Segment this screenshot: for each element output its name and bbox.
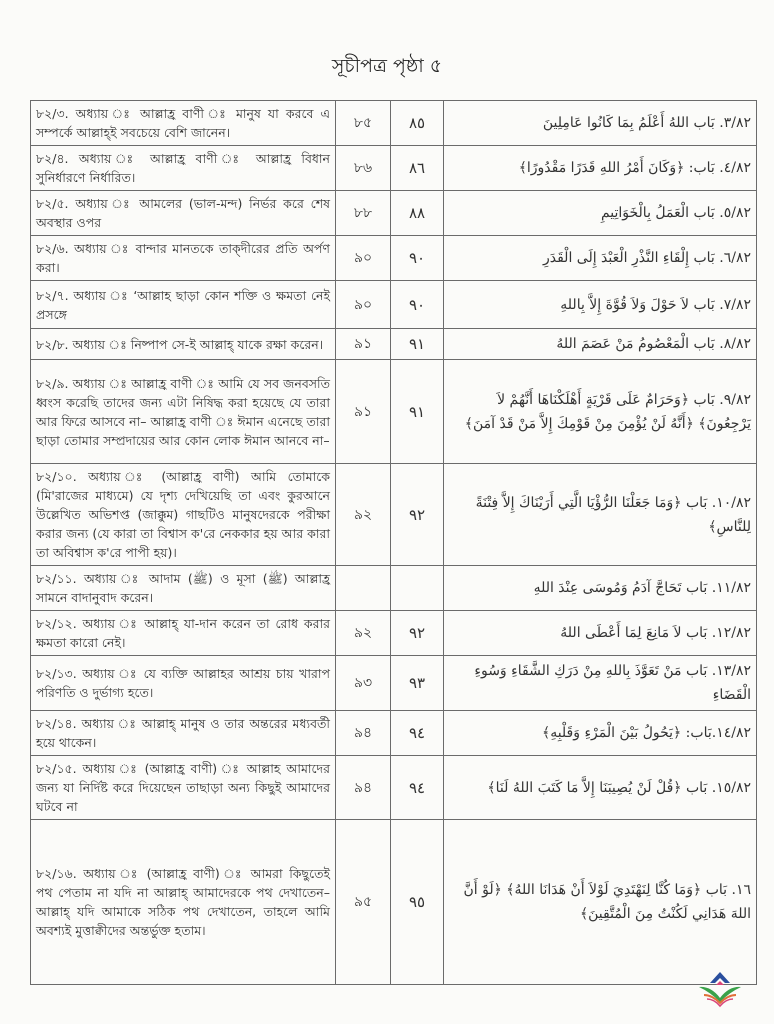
chapter-title-bengali: ৮২/১৫. অধ্যায় ঃ (আল্লাহ্র বাণী) ঃ আল্লাহ আমাদের জন্য যা নির্দিষ্ট করে দিয়েছেন তাছাড়া অন্য কিছুই আমাদের ঘটবে না <box>31 756 336 820</box>
chapter-title-bengali: ৮২/৫. অধ্যায় ঃ আমলের (ভাল-মন্দ) নির্ভর করে শেষ অবস্থার ওপর <box>31 191 336 236</box>
chapter-title-bengali: ৮২/৩. অধ্যায় ঃ আল্লাহ্র বাণী ঃ মানুষ যা করবে এ সম্পর্কে আল্লাহ্ই সবচেয়ে বেশি জানেন। <box>31 101 336 146</box>
chapter-title-arabic: ١٥/٨٢. بَاب ﴿قُلْ لَنْ يُصِيبَنَا إِلاَّ مَا كَتَبَ اللهُ لَنَا﴾ <box>444 756 757 820</box>
chapter-title-bengali: ৮২/৪. অধ্যায় ঃ আল্লাহ্র বাণী ঃ আল্লাহ্র বিধান সুনির্ধারণে নির্ধারিত। <box>31 146 336 191</box>
page-number-bengali: ৮৮ <box>336 191 391 236</box>
chapter-title-arabic: ١٣/٨٢. بَاب مَنْ تَعَوَّذَ بِاللهِ مِنْ دَرَكِ الشَّقَاءِ وَسُوءِ الْقَضَاءِ <box>444 656 757 711</box>
toc-table <box>30 100 757 985</box>
page-number-arabic: ٨٨ <box>391 191 444 236</box>
toc-row <box>31 566 757 611</box>
chapter-title-arabic: ٥/٨٢. بَاب الْعَمَلُ بِالْخَوَاتِيمِ <box>444 191 757 236</box>
toc-row <box>31 464 757 566</box>
page-number-bengali: ৯৪ <box>336 711 391 756</box>
toc-row <box>31 146 757 191</box>
chapter-title-bengali: ৮২/৮. অধ্যায় ঃ নিষ্পাপ সে-ই আল্লাহ্ যাকে রক্ষা করেন। <box>31 329 336 360</box>
chapter-title-arabic: ٣/٨٢. بَاب اللهُ أَعْلَمُ بِمَا كَانُوا عَامِلِينَ <box>444 101 757 146</box>
publisher-logo-icon <box>697 970 743 1010</box>
page-number-arabic: ٩٢ <box>391 611 444 656</box>
toc-row <box>31 191 757 236</box>
chapter-title-arabic: ١١/٨٢. بَاب تَحَاجَّ آدَمُ وَمُوسَى عِنْدَ اللهِ <box>444 566 757 611</box>
page-number-arabic: ٨٦ <box>391 146 444 191</box>
page-number-arabic: ٩٢ <box>391 464 444 566</box>
page-number-bengali: ৮৫ <box>336 101 391 146</box>
chapter-title-arabic: ١٦. بَاب ﴿وَمَا كُنَّا لِنَهْتَدِيَ لَوْلاَ أَنْ هَدَانَا اللهُ﴾ ﴿لَوْ أَنَّ اللهَ هَدَانِي لَكُنْتُ مِنَ الْمُتَّقِينَ﴾ <box>444 820 757 985</box>
chapter-title-bengali: ৮২/১১. অধ্যায় ঃ আদাম (ﷺ) ও মূসা (ﷺ) আল্লাহ্র সামনে বাদানুবাদ করেন। <box>31 566 336 611</box>
page-number-bengali: ৯০ <box>336 281 391 329</box>
page-number-bengali: ৯৫ <box>336 820 391 985</box>
page-number-arabic <box>391 566 444 611</box>
chapter-title-arabic: ١٠/٨٢. بَاب ﴿وَمَا جَعَلْنَا الرُّؤْيَا الَّتِي أَرَيْنَاكَ إِلاَّ فِتْنَةً لِلنَّاسِ﴾ <box>444 464 757 566</box>
toc-row <box>31 656 757 711</box>
page-number-arabic: ٩٤ <box>391 711 444 756</box>
chapter-title-bengali: ৮২/১৪. অধ্যায় ঃ আল্লাহ্ মানুষ ও তার অন্তরের মধ্যবর্তী হয়ে থাকেন। <box>31 711 336 756</box>
page-number-arabic: ٩١ <box>391 329 444 360</box>
toc-row <box>31 236 757 281</box>
page-number-arabic: ٩٤ <box>391 756 444 820</box>
toc-row <box>31 756 757 820</box>
page-number-bengali: ৮৬ <box>336 146 391 191</box>
chapter-title-bengali: ৮২/৯. অধ্যায় ঃ আল্লাহ্র বাণী ঃ আমি যে সব জনবসতি ধ্বংস করেছি তাদের জন্য এটা নিষিদ্ধ করা হয়েছে যে তারা আর ফিরে আসবে না– আল্লাহ্র বাণী ঃ ঈমান এনেছে তারা ছাড়া তোমার সম্প্রদায়ের আর কোন লোক ঈমান আনবে না– <box>31 360 336 464</box>
page-number-bengali: ৯২ <box>336 464 391 566</box>
chapter-title-arabic: ٩/٨٢. بَاب ﴿وَحَرَامٌ عَلَى قَرْيَةٍ أَهْلَكْنَاهَا أَنَّهُمْ لاَ يَرْجِعُونَ﴾ ﴿أَنَّهُ لَنْ يُؤْمِنَ مِنْ قَوْمِكَ إِلاَّ مَنْ قَدْ آمَنَ﴾ <box>444 360 757 464</box>
page-number-arabic: ٨٥ <box>391 101 444 146</box>
chapter-title-bengali: ৮২/১৩. অধ্যায় ঃ যে ব্যক্তি আল্লাহর আশ্রয় চায় খারাপ পরিণতি ও দুর্ভাগ্য হতে। <box>31 656 336 711</box>
toc-row <box>31 360 757 464</box>
toc-row <box>31 711 757 756</box>
page-number-arabic: ٩٥ <box>391 820 444 985</box>
chapter-title-bengali: ৮২/৬. অধ্যায় ঃ বান্দার মানতকে তাক্দীরের প্রতি অর্পণ করা। <box>31 236 336 281</box>
page-number-bengali <box>336 566 391 611</box>
page-number-bengali: ৯১ <box>336 360 391 464</box>
toc-row <box>31 611 757 656</box>
chapter-title-arabic: ٦/٨٢. بَاب إِلْقَاءِ النَّذْرِ الْعَبْدَ إِلَى الْقَدَرِ <box>444 236 757 281</box>
chapter-title-bengali: ৮২/১০. অধ্যায় ঃ (আল্লাহ্র বাণী) আমি তোমাকে (মি'রাজের মাধ্যমে) যে দৃশ্য দেখিয়েছি তা এবং কুরআনে উল্লেখিত অভিশপ্ত (জাক্কুম) গাছটিও মানুষদেরকে পরীক্ষা করার জন্য (যে কারা তা বিশ্বাস ক'রে নেককার হয় আর কারা তা অবিশ্বাস ক'রে পাপী হয়)। <box>31 464 336 566</box>
page-number-arabic: ٩٠ <box>391 236 444 281</box>
chapter-title-arabic: ١٤/٨٢.بَاب: ﴿يَحُولُ بَيْنَ الْمَرْءِ وَقَلْبِهِ﴾ <box>444 711 757 756</box>
toc-row <box>31 329 757 360</box>
toc-row <box>31 101 757 146</box>
chapter-title-bengali: ৮২/১২. অধ্যায় ঃ আল্লাহ্ যা-দান করেন তা রোধ করার ক্ষমতা কারো নেই। <box>31 611 336 656</box>
page-number-arabic: ٩٣ <box>391 656 444 711</box>
page-title: সূচীপত্র পৃষ্ঠা ৫ <box>331 55 443 77</box>
toc-row <box>31 281 757 329</box>
chapter-title-bengali: ৮২/৭. অধ্যায় ঃ ‘আল্লাহ ছাড়া কোন শক্তি ও ক্ষমতা নেই প্রসঙ্গে <box>31 281 336 329</box>
page-number-arabic: ٩١ <box>391 360 444 464</box>
page-number-arabic: ٩٠ <box>391 281 444 329</box>
page-number-bengali: ৯০ <box>336 236 391 281</box>
page-number-bengali: ৯৩ <box>336 656 391 711</box>
chapter-title-bengali: ৮২/১৬. অধ্যায় ঃ (আল্লাহ্র বাণী) ঃ আমরা কিছুতেই পথ পেতাম না যদি না আল্লাহ্ আমাদেরকে পথ দেখাতেন– আল্লাহ্ যদি আমাকে সঠিক পথ দেখাতেন, তাহলে আমি অবশ্যই মুত্তাক্বীদের অন্তর্ভুক্ত হতাম। <box>31 820 336 985</box>
chapter-title-arabic: ٤/٨٢. بَاب: ﴿وَكَانَ أَمْرُ اللهِ قَدَرًا مَقْدُورًا﴾ <box>444 146 757 191</box>
toc-row <box>31 820 757 985</box>
logo-peak <box>716 981 724 985</box>
page-number-bengali: ৯১ <box>336 329 391 360</box>
page-number-bengali: ৯৪ <box>336 756 391 820</box>
page-number-bengali: ৯২ <box>336 611 391 656</box>
chapter-title-arabic: ١٢/٨٢. بَاب لاَ مَانِعَ لِمَا أَعْطَى اللهُ <box>444 611 757 656</box>
chapter-title-arabic: ٧/٨٢. بَاب لاَ حَوْلَ وَلاَ قُوَّةَ إِلاَّ بِاللهِ <box>444 281 757 329</box>
chapter-title-arabic: ٨/٨٢. بَاب الْمَعْصُومُ مَنْ عَصَمَ اللهُ <box>444 329 757 360</box>
